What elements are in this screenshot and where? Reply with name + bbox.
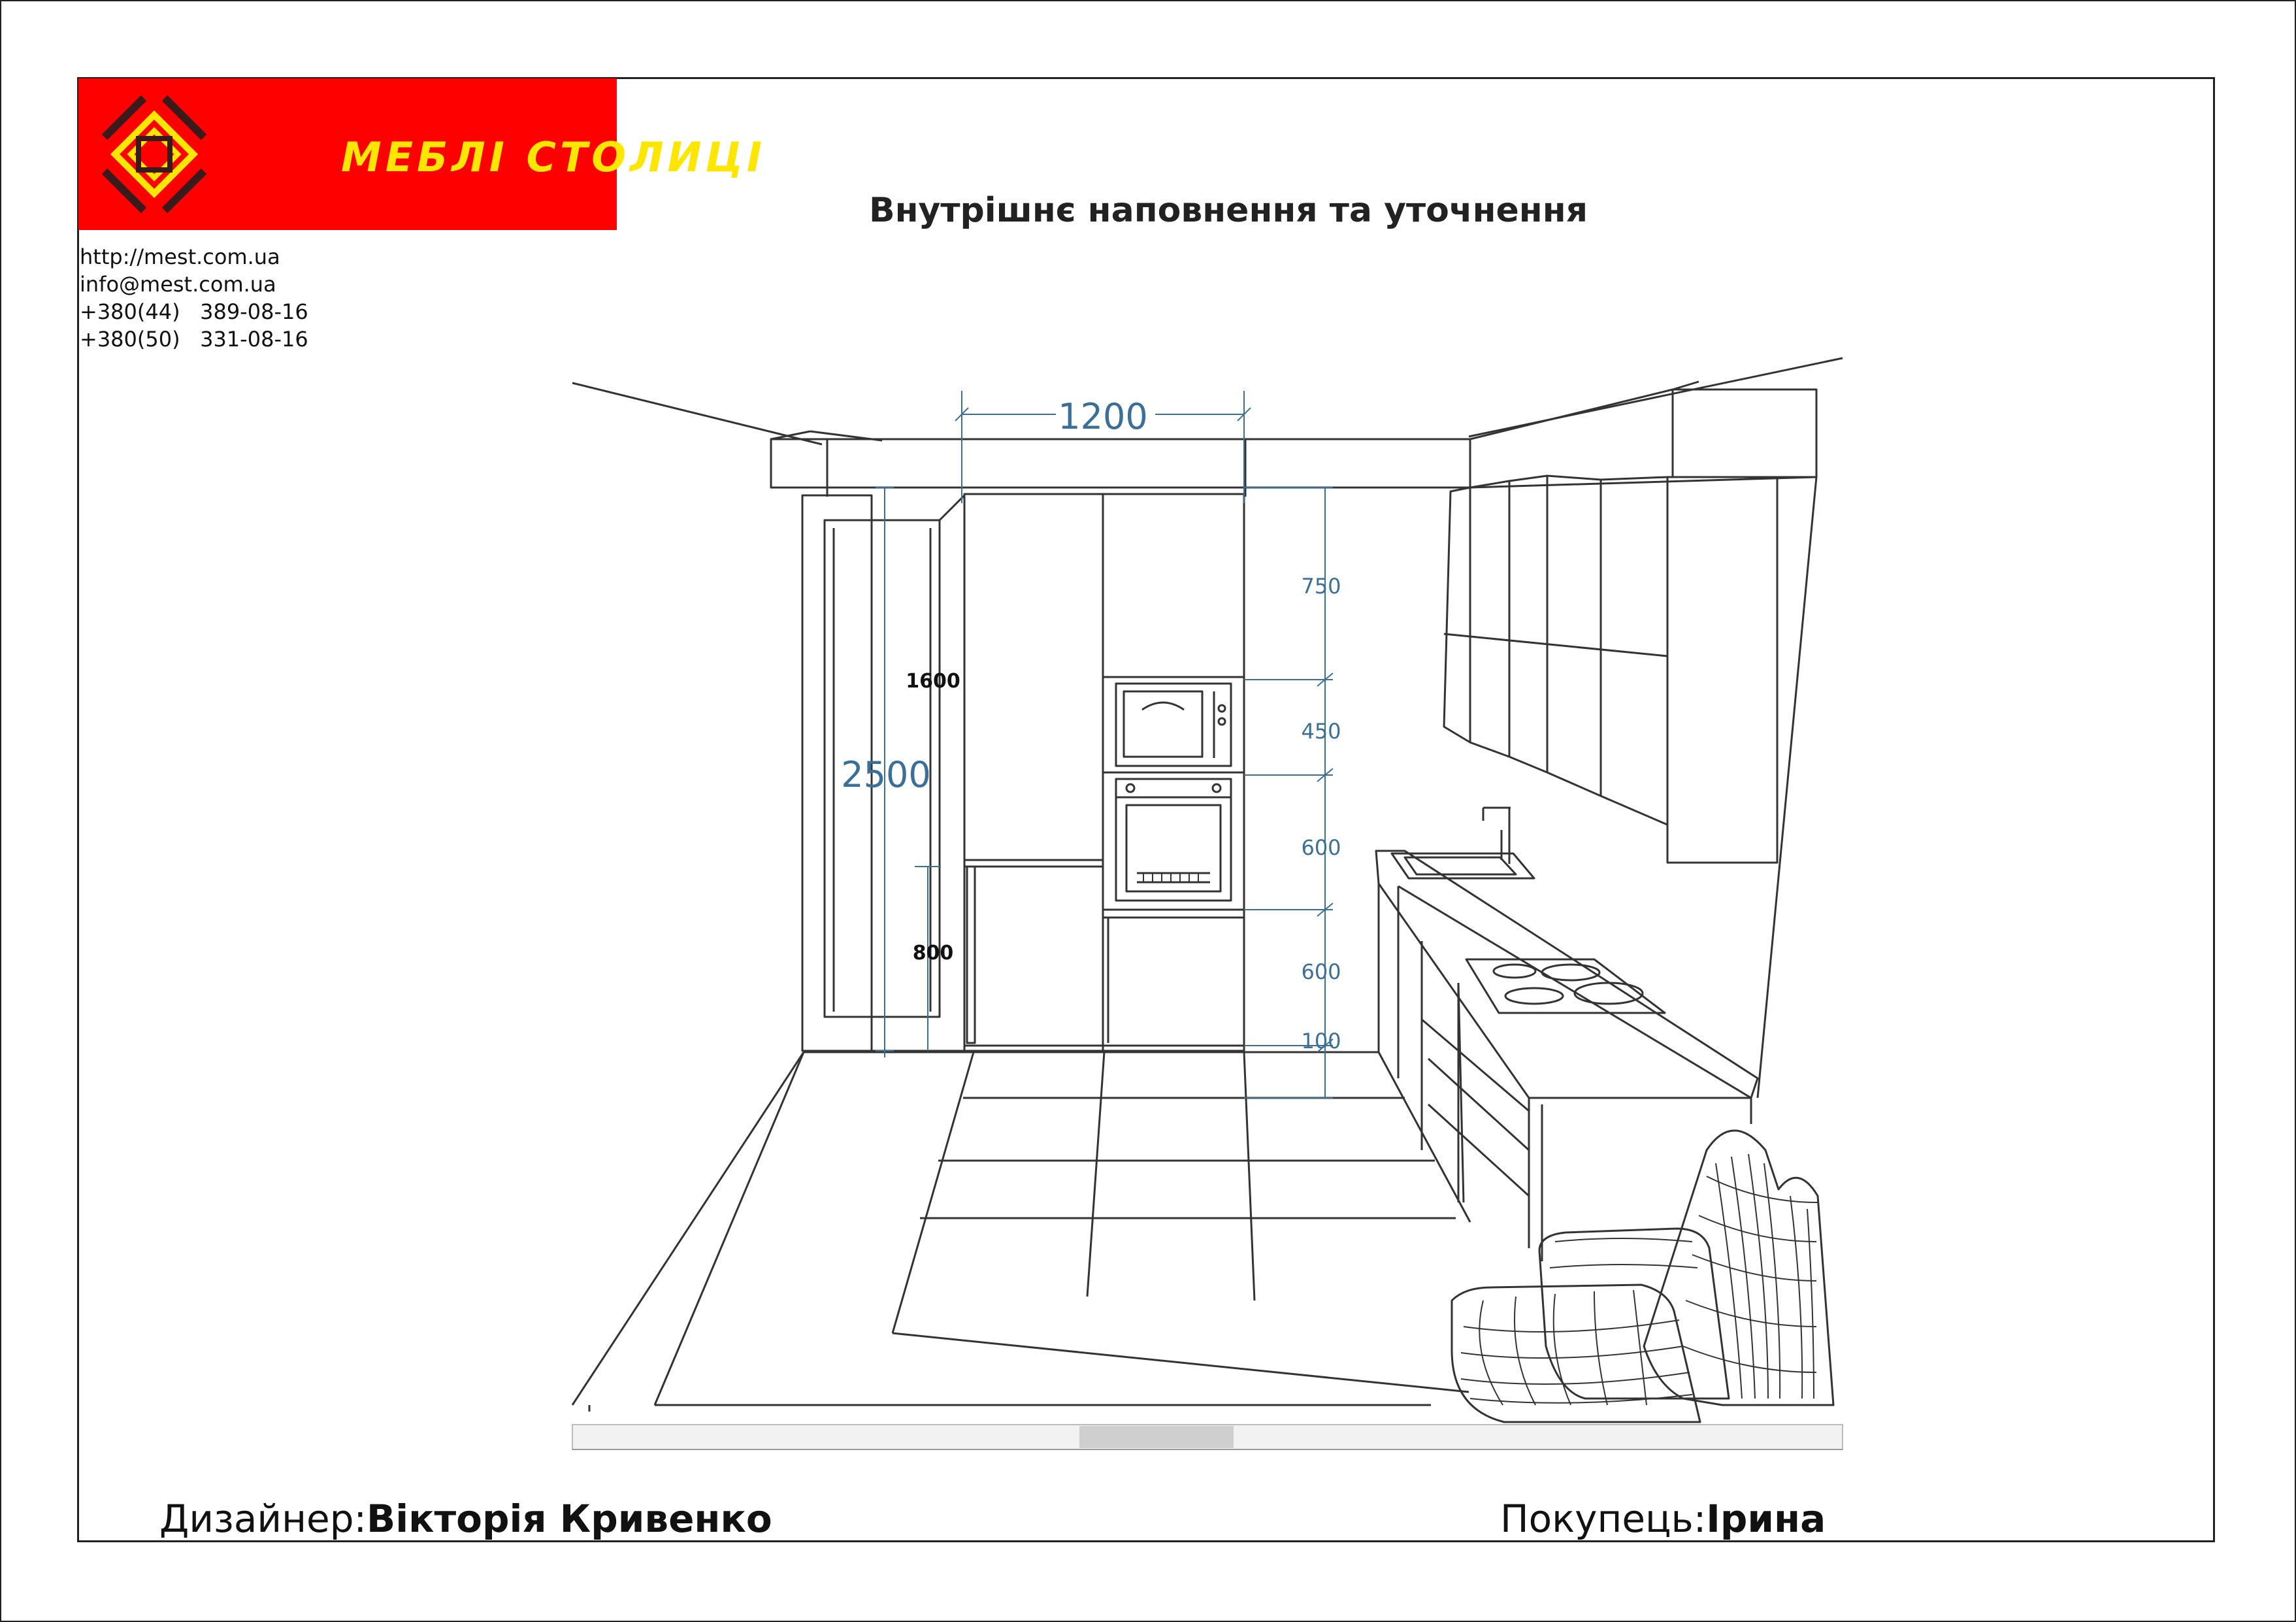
dim-height-total: 2500 — [841, 754, 931, 795]
customer-label: Покупець: — [1500, 1497, 1707, 1541]
armchair-mesh — [1461, 1154, 1818, 1405]
floor — [572, 1052, 1470, 1412]
designer-label: Дизайнер: — [159, 1497, 367, 1541]
oven-grill-ticks — [1143, 873, 1198, 882]
dim-seg-450: 450 — [1301, 719, 1341, 744]
customer-credit — [1500, 1497, 1826, 1541]
customer-name: Ірина — [1706, 1497, 1826, 1541]
page-title: Внутрішнє наповнення та уточнення — [868, 191, 1588, 230]
scrollbar-thumb[interactable] — [1079, 1426, 1234, 1448]
wall-edge-right — [1758, 477, 1816, 1098]
cornice — [771, 382, 1816, 497]
tall-cabinet-appliances — [1103, 494, 1244, 1051]
phone-1: +380(44) 389-08-16 — [80, 299, 308, 324]
designer-credit — [159, 1497, 772, 1541]
phone-2: +380(50) 331-08-16 — [80, 327, 308, 352]
tall-cabinet-fridge — [964, 494, 1103, 1051]
brand-name: МЕБЛІ СТОЛИЦІ — [341, 133, 766, 181]
dim-seg-600a: 600 — [1301, 835, 1341, 860]
dim-seg-100: 100 — [1301, 1029, 1341, 1053]
website-link[interactable]: http://mest.com.ua — [80, 244, 280, 269]
dim-seg-750: 750 — [1301, 574, 1341, 599]
designer-name: Вікторія Кривенко — [367, 1497, 772, 1541]
wall-cabinets — [1444, 476, 1816, 863]
dim-fridge-upper: 1600 — [906, 670, 960, 693]
dim-width-top: 1200 — [1058, 396, 1148, 437]
ceiling-line-left — [572, 383, 822, 444]
base-cabinets — [1376, 851, 1758, 1261]
sink — [1392, 808, 1534, 878]
dim-seg-600b: 600 — [1301, 959, 1341, 984]
dim-fridge-lower: 800 — [912, 942, 954, 965]
dimension-lines — [876, 391, 1333, 1098]
email-link[interactable]: info@mest.com.ua — [80, 272, 276, 297]
